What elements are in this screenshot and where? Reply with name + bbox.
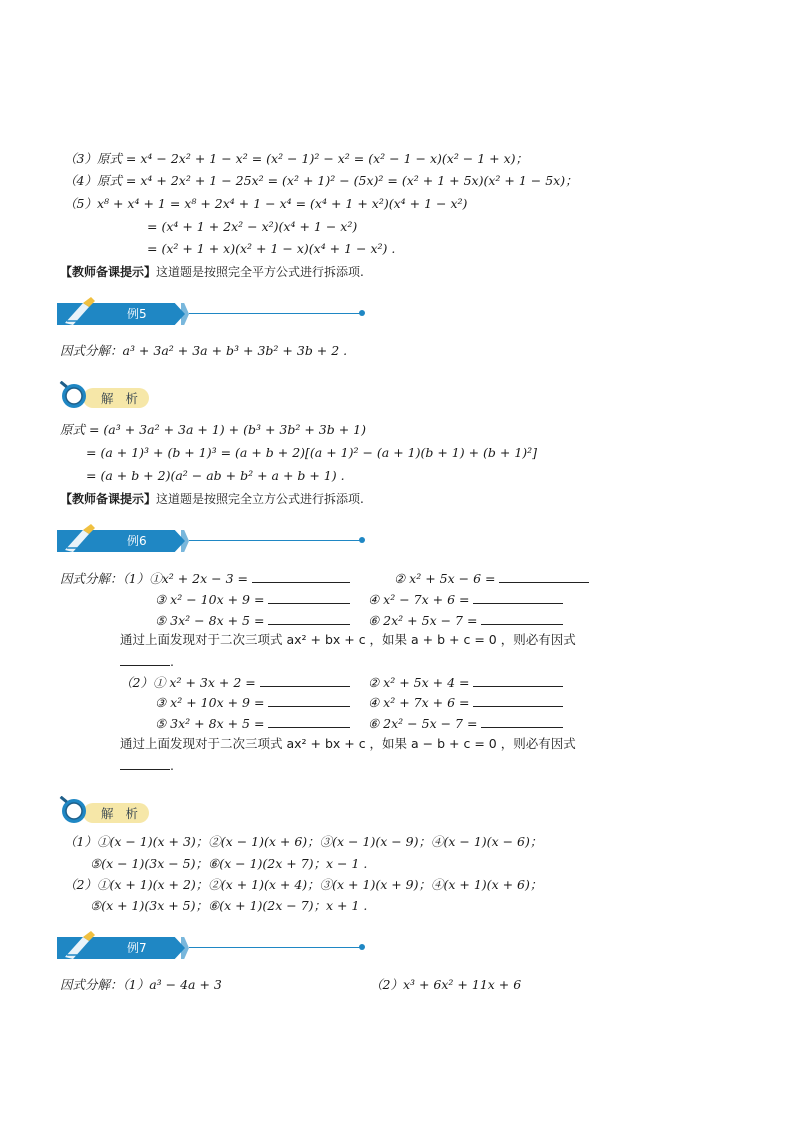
ex6-p2-1-text: （2）① x² + 3x + 2 = [120, 675, 256, 690]
tip-label: 【教师备课提示】 [60, 265, 157, 279]
example-label: 例7 [127, 941, 147, 955]
example-7-banner [57, 937, 367, 959]
ex6-p1-4 [368, 590, 563, 609]
analysis-badge-6 [57, 796, 153, 826]
banner-tab-tip [181, 937, 189, 959]
banner-dot [359, 537, 365, 543]
ex6-p2-1 [120, 673, 350, 692]
ex6-p1-1 [60, 569, 350, 588]
answer-blank[interactable] [260, 673, 350, 687]
period: . [170, 758, 174, 773]
answer-blank[interactable] [499, 569, 589, 583]
example-label: 例5 [127, 307, 147, 321]
example-5-solution-1: 原式 = (a³ + 3a² + 3a + 1) + (b³ + 3b² + 3b + 1) [60, 422, 366, 437]
answer-blank[interactable] [120, 652, 170, 666]
analysis-badge-5 [57, 381, 153, 411]
ex6-p2-6 [368, 714, 563, 733]
ex6-p1-6-text: ⑥ 2x² + 5x − 7 = [368, 613, 478, 628]
ex6-p2-2 [368, 673, 563, 692]
answer-blank[interactable] [473, 673, 563, 687]
ex6-note-1-blank [120, 652, 174, 671]
ex7-problem-2: （2）x³ + 6x² + 11x + 6 [370, 977, 522, 992]
banner-dot [359, 310, 365, 316]
example-5-problem: 因式分解：a³ + 3a² + 3a + b³ + 3b² + 3b + 2 . [60, 343, 348, 358]
ex6-p2-3-text: ③ x² + 10x + 9 = [155, 695, 265, 710]
tip-text: 这道题是按照完全平方公式进行拆添项. [156, 265, 364, 279]
teacher-tip-1 [60, 263, 364, 281]
example-label: 例6 [127, 534, 147, 548]
banner-tab-tip [181, 530, 189, 552]
tip-text: 这道题是按照完全立方公式进行拆添项. [156, 492, 364, 506]
ex6-answer-1b: ⑤(x − 1)(3x − 5)；⑥(x − 1)(2x + 7)；x − 1 . [90, 856, 368, 871]
pen-icon [63, 931, 97, 959]
ex7-problem-1: 因式分解：（1）a³ − 4a + 3 [60, 977, 222, 992]
answer-blank[interactable] [268, 590, 350, 604]
answer-blank[interactable] [481, 714, 563, 728]
magnifier-icon [57, 381, 93, 411]
solution-line-5a: （5）x⁸ + x⁴ + 1 = x⁸ + 2x⁴ + 1 − x⁴ = (x⁴ + 1 + x²)(x⁴ + 1 − x²) [64, 196, 468, 211]
solution-line-5c: = (x² + 1 + x)(x² + 1 − x)(x⁴ + 1 − x²) . [147, 241, 396, 256]
ex6-p1-3-text: ③ x² − 10x + 9 = [155, 592, 265, 607]
analysis-label: 解 析 [101, 391, 142, 406]
magnifier-icon [57, 796, 93, 826]
ex6-p1-4-text: ④ x² − 7x + 6 = [368, 592, 470, 607]
ex6-p1-5 [155, 611, 350, 630]
ex6-p2-5-text: ⑤ 3x² + 8x + 5 = [155, 716, 265, 731]
answer-blank[interactable] [473, 590, 563, 604]
ex6-p2-6-text: ⑥ 2x² − 5x − 7 = [368, 716, 478, 731]
ex6-p2-3 [155, 693, 350, 712]
pen-icon [63, 297, 97, 325]
ex6-p1-6 [368, 611, 563, 630]
ex6-p1-3 [155, 590, 350, 609]
ex6-p2-5 [155, 714, 350, 733]
analysis-label: 解 析 [101, 806, 142, 821]
answer-blank[interactable] [120, 756, 170, 770]
answer-blank[interactable] [268, 693, 350, 707]
banner-dot [359, 944, 365, 950]
example-5-banner [57, 303, 367, 325]
answer-blank[interactable] [473, 693, 563, 707]
ex6-p2-4-text: ④ x² + 7x + 6 = [368, 695, 470, 710]
teacher-tip-2 [60, 490, 364, 508]
answer-blank[interactable] [481, 611, 563, 625]
period: . [170, 654, 174, 669]
answer-blank[interactable] [252, 569, 350, 583]
ex6-answer-2a: （2）①(x + 1)(x + 2)；②(x + 1)(x + 4)；③(x + 1)(x + 9)；④(x + 1)(x + 6)； [64, 877, 543, 892]
solution-line-5b: = (x⁴ + 1 + 2x² − x²)(x⁴ + 1 − x²) [147, 219, 358, 234]
banner-rule [189, 313, 361, 314]
ex6-note-2-blank [120, 756, 174, 775]
ex6-answer-1a: （1）①(x − 1)(x + 3)；②(x − 1)(x + 6)；③(x − 1)(x − 9)；④(x − 1)(x − 6)； [64, 834, 543, 849]
banner-tab-tip [181, 303, 189, 325]
answer-blank[interactable] [268, 611, 350, 625]
pen-icon [63, 524, 97, 552]
ex6-p1-2 [394, 569, 589, 588]
ex6-p1-5-text: ⑤ 3x² − 8x + 5 = [155, 613, 265, 628]
ex6-note-2: 通过上面发现对于二次三项式 ax² + bx + c ，如果 a − b + c = 0 ，则必有因式 [120, 736, 576, 751]
ex6-p1-2-text: ② x² + 5x − 6 = [394, 571, 496, 586]
banner-rule [189, 947, 361, 948]
example-5-solution-3: = (a + b + 2)(a² − ab + b² + a + b + 1) . [86, 468, 345, 483]
solution-line-3: （3）原式 = x⁴ − 2x² + 1 − x² = (x² − 1)² − x² = (x² − 1 − x)(x² − 1 + x)； [64, 151, 529, 166]
ex6-p2-4 [368, 693, 563, 712]
ex6-p2-2-text: ② x² + 5x + 4 = [368, 675, 470, 690]
answer-blank[interactable] [268, 714, 350, 728]
ex6-p1-1-text: 因式分解：（1）①x² + 2x − 3 = [60, 571, 249, 586]
banner-rule [189, 540, 361, 541]
example-5-solution-2: = (a + 1)³ + (b + 1)³ = (a + b + 2)[(a + 1)² − (a + 1)(b + 1) + (b + 1)²] [86, 445, 538, 460]
ex6-answer-2b: ⑤(x + 1)(3x + 5)；⑥(x + 1)(2x − 7)；x + 1 . [90, 898, 368, 913]
ex6-note-1: 通过上面发现对于二次三项式 ax² + bx + c ，如果 a + b + c = 0 ，则必有因式 [120, 632, 576, 647]
example-6-banner [57, 530, 367, 552]
tip-label: 【教师备课提示】 [60, 492, 157, 506]
solution-line-4: （4）原式 = x⁴ + 2x² + 1 − 25x² = (x² + 1)² − (5x)² = (x² + 1 + 5x)(x² + 1 − 5x)； [64, 173, 578, 188]
